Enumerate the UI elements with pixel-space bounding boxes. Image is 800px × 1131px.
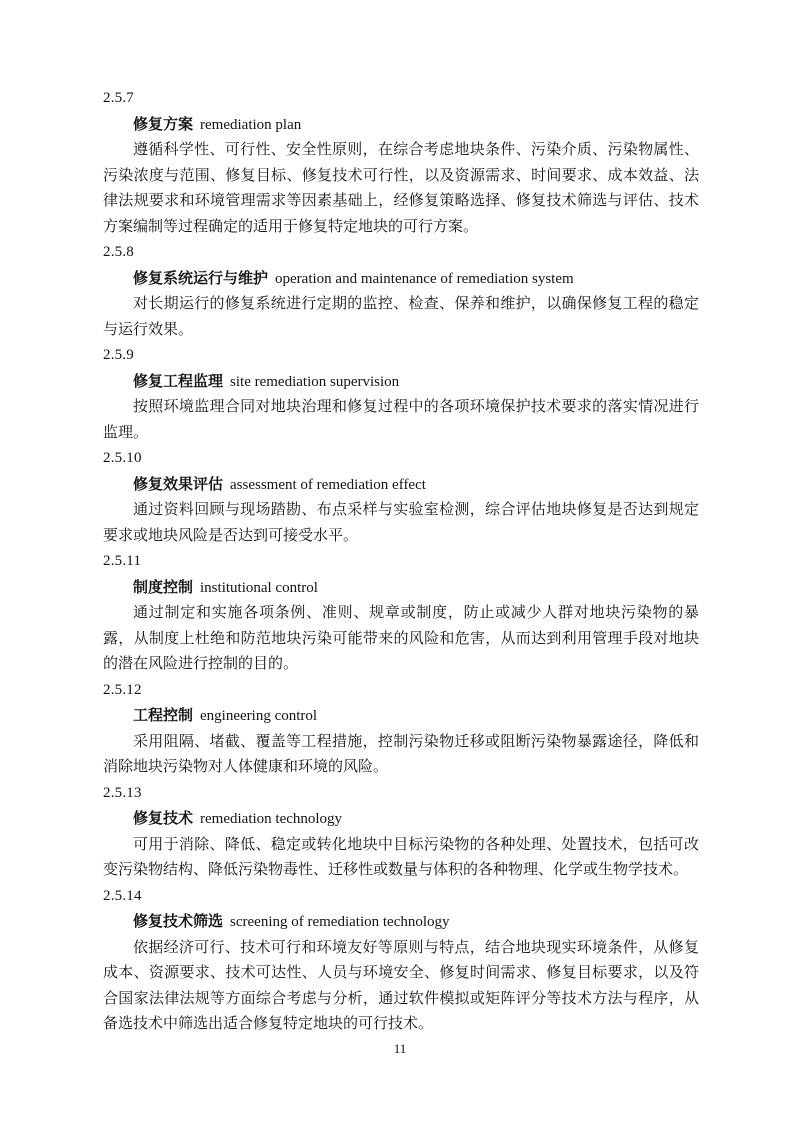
term-english: assessment of remediation effect xyxy=(230,476,426,493)
term-heading xyxy=(103,703,699,730)
section-number: 2.5.9 xyxy=(103,347,134,363)
term-section-2-5-9 xyxy=(103,343,699,446)
term-definition: 通过资料回顾与现场踏勘、布点采样与实验室检测，综合评估地块修复是否达到规定要求或地块风险是否达到可接受水平。 xyxy=(103,502,699,544)
term-definition: 通过制定和实施各项条例、准则、规章或制度，防止或减少人群对地块污染物的暴露，从制度上杜绝和防范地块污染可能带来的风险和危害，从而达到利用管理手段对地块的潜在风险进行控制的目的。 xyxy=(103,605,699,672)
term-heading xyxy=(103,266,699,293)
term-english: engineering control xyxy=(200,708,318,724)
section-number: 2.5.11 xyxy=(103,553,142,569)
term-english: screening of remediation technology xyxy=(230,914,450,930)
term-chinese: 修复方案 xyxy=(133,115,194,133)
section-number: 2.5.12 xyxy=(103,681,142,698)
section-number: 2.5.14 xyxy=(103,887,142,904)
section-number: 2.5.10 xyxy=(103,450,142,466)
term-definition: 采用阻隔、堵截、覆盖等工程措施，控制污染物迁移或阻断污染物暴露途径，降低和消除地块污染物对人体健康和环境的风险。 xyxy=(103,733,699,775)
term-definition: 对长期运行的修复系统进行定期的监控、检查、保养和维护，以确保修复工程的稳定与运行效果。 xyxy=(103,296,699,338)
term-heading xyxy=(103,909,699,936)
term-chinese: 修复技术筛选 xyxy=(133,913,224,930)
term-section-2-5-12 xyxy=(103,678,699,781)
term-heading xyxy=(103,575,699,602)
term-chinese: 工程控制 xyxy=(133,707,194,724)
term-section-2-5-8 xyxy=(103,240,699,343)
term-chinese: 修复系统运行与维护 xyxy=(133,269,269,287)
section-number: 2.5.7 xyxy=(103,90,134,106)
term-definition: 遵循科学性、可行性、安全性原则，在综合考虑地块条件、污染介质、污染物属性、污染浓度与范围、修复目标、修复技术可行性，以及资源需求、时间要求、成本效益、法律法规要求和环境管理需求等因素基础上，经修复策略选择、修复技术筛选与评估、技术方案编制等过程确定的适用于修复特定地块的可行方案。 xyxy=(103,142,699,235)
term-chinese: 修复效果评估 xyxy=(133,475,224,493)
term-english: site remediation supervision xyxy=(230,373,400,390)
term-chinese: 制度控制 xyxy=(133,578,194,596)
term-chinese: 修复技术 xyxy=(133,810,194,827)
section-number: 2.5.8 xyxy=(103,244,134,260)
page-number: 11 xyxy=(393,1041,407,1056)
section-number: 2.5.13 xyxy=(103,784,142,801)
term-heading xyxy=(103,112,699,139)
term-section-2-5-10 xyxy=(103,446,699,549)
term-heading xyxy=(103,472,699,499)
term-english: operation and maintenance of remediation system xyxy=(275,270,574,287)
term-definition: 按照环境监理合同对地块治理和修复过程中的各项环境保护技术要求的落实情况进行监理。 xyxy=(103,399,699,441)
term-section-2-5-13 xyxy=(103,781,699,884)
term-chinese: 修复工程监理 xyxy=(133,372,224,390)
term-section-2-5-7 xyxy=(103,86,699,240)
term-english: institutional control xyxy=(200,579,318,596)
term-definition: 依据经济可行、技术可行和环境友好等原则与特点，结合地块现实环境条件，从修复成本、资源要求、技术可达性、人员与环境安全、修复时间需求、修复目标要求，以及符合国家法律法规等方面综合考虑与分析，通过软件模拟或矩阵评分等技术方法与程序，从备选技术中筛选出适合修复特定地块的可行技术。 xyxy=(103,939,699,1032)
term-english: remediation technology xyxy=(200,811,343,827)
term-section-2-5-14 xyxy=(103,884,699,1038)
terminology-content xyxy=(103,86,699,1038)
term-heading xyxy=(103,806,699,833)
term-heading xyxy=(103,369,699,396)
term-section-2-5-11 xyxy=(103,549,699,678)
term-definition: 可用于消除、降低、稳定或转化地块中目标污染物的各种处理、处置技术，包括可改变污染物结构、降低污染物毒性、迁移性或数量与体积的各种物理、化学或生物学技术。 xyxy=(103,836,699,878)
term-english: remediation plan xyxy=(200,116,302,133)
